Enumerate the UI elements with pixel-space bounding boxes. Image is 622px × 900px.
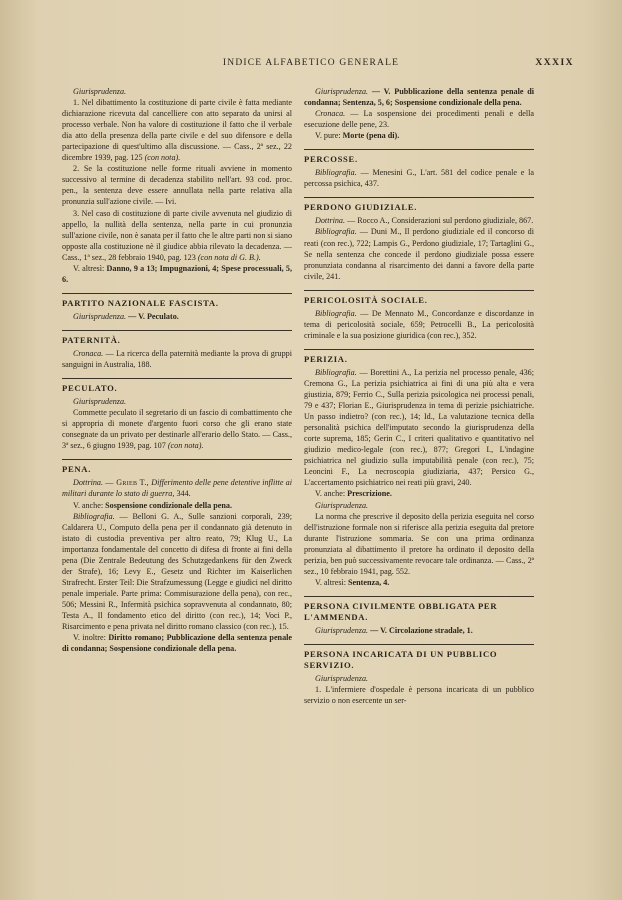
cross-ref-target: Sospensione condizionale della pena. bbox=[105, 500, 232, 510]
work-title: Differimento delle pene detentive inflitte ai militari durante lo stato di guerra, bbox=[62, 478, 293, 499]
cross-ref-target: Morte (pena di). bbox=[342, 131, 400, 141]
page-header bbox=[40, 58, 582, 74]
section-label: Giurisprudenza. bbox=[73, 397, 127, 407]
cross-ref-target: Sentenza, 4. bbox=[348, 577, 390, 587]
section-label: Bibliografia. bbox=[315, 227, 357, 237]
section-label: Giurisprudenza. bbox=[315, 500, 369, 510]
cross-reference bbox=[62, 311, 292, 322]
entry-paragraph bbox=[304, 308, 534, 341]
entry-paragraph bbox=[62, 407, 292, 451]
entry-text: — Borettini A., La perizia nel processo penale, 436; Cremona G., La perizia psichiatrica ai fini di una più alta e vera giustizia, 879; Ferrio C., Sulla perizia psicologica nei processi penali, 79 e 437; Florian E., Giurisprudenza in tema di perizie psichiatriche. Un passo indietro? (con rec.), 14; Id., La valutazione tecnica della personalità psichica dell'imputato secondo la giurisprudenza della corte suprema, 185; Gerin C., I criteri qualitativo e quantitativo nel giudizio medico-legale (con rec.), 877; Gregori I., L'indagine psichiatrica nel giudizio sulla imputabilità penale (con rec.), 75; Leoncini F., La necroscopia giudiziaria, 437; Persico G., L'accertamento psichiatrico nei reati più gravi, 240. bbox=[304, 367, 534, 488]
section-label: Bibliografia. bbox=[315, 308, 357, 318]
section-label: Giurisprudenza. bbox=[73, 87, 127, 96]
right-column bbox=[304, 86, 534, 706]
entry-paragraph: La norma che prescrive il deposito della perizia eseguita nel corso dell'istruzione formale non si riferisce alla perizia eseguita dal pretore durante l'istruzione sommaria. Se con una prima ordinanza pronunziata al dibattimento il pretore ha ordinato il deposito della perizia, ben può successivamente revocare tale ordinanza. — Cass., 2ª sez., 10 febbraio 1941, pag. 552. bbox=[304, 511, 534, 576]
cross-reference bbox=[304, 577, 534, 588]
entry-text: — Duni M., Il perdono giudiziale ed il concorso di reati (con rec.), 722; Lampis G., Perdono giudiziale, 17; Tartaglini G., Se nella sentenza che concede il perdono giudiziale possa essere pronunziata condanna al risarcimento dei danni a favore della parte civile, 241. bbox=[304, 227, 534, 281]
entry-paragraph bbox=[304, 108, 534, 130]
section-label: Giurisprudenza. bbox=[73, 311, 127, 321]
entry-text: 3. Nel caso di costituzione di parte civile avvenuta nel giudizio di appello, la nullità della sentenza, nella parte in cui pronunzia sull'azione civile, non è sanata per il fatto che le altre parti non si siano opposte alla costituzione nè il giudice abbia rilevato la decadenza. — Cass., 1ª sez., 28 febbraio 1940, pag. 123 bbox=[62, 208, 293, 262]
cross-ref-prefix: V. altresì: bbox=[73, 263, 105, 273]
cross-ref-target: Danno, 9 a 13; Impugnazioni, 4; Spese processuali, 5, 6. bbox=[62, 263, 293, 284]
author: — Grieb T., bbox=[105, 478, 150, 488]
page-number: XXXIX bbox=[535, 58, 574, 68]
entry-text: — Rocco A., Considerazioni sul perdono giudiziale, 867. bbox=[347, 216, 534, 226]
cross-reference bbox=[304, 130, 534, 141]
entry-paragraph bbox=[62, 208, 292, 263]
entry-paragraph bbox=[304, 167, 534, 189]
cross-ref-target: — V. Pubblicazione della sentenza penale di condanna; Sentenza, 5, 6; Sospensione condizionale della pena. bbox=[304, 87, 535, 108]
section-label: Giurisprudenza. bbox=[315, 674, 369, 684]
left-column bbox=[62, 86, 292, 654]
entry-paragraph bbox=[304, 215, 534, 226]
entry-paragraph bbox=[62, 348, 292, 370]
entry-paragraph: 1. L'infermiere d'ospedale è persona incaricata di un pubblico servizio o non esercente un ser- bbox=[304, 685, 534, 706]
entry-text: — La ricerca della paternità mediante la prova di gruppi sanguigni in Australia, 188. bbox=[62, 348, 292, 370]
section-label: Bibliografia. bbox=[315, 168, 357, 178]
cross-ref-prefix: V. pure: bbox=[315, 131, 341, 141]
cross-ref-prefix: V. altresì: bbox=[315, 577, 346, 587]
entry-paragraph bbox=[62, 511, 292, 633]
entry-text: Commette peculato il segretario di un fascio di combattimento che si appropria di monete d'argento fuori corso che gli erano state consegnate da un privato per destinarle all'erario dello Stato. — Cass., 3ª sez., 6 giugno 1939, pag. 107 bbox=[62, 408, 292, 451]
section-label: Cronaca. bbox=[315, 109, 346, 119]
entry-note: (con nota). bbox=[167, 441, 204, 451]
section-label: Giurisprudenza. bbox=[315, 87, 369, 96]
entry-heading: PECULATO. bbox=[62, 378, 292, 394]
cross-ref-target: — V. Circolazione stradale, 1. bbox=[370, 625, 473, 635]
cross-ref-prefix: V. anche: bbox=[315, 489, 346, 499]
cross-ref-prefix: V. anche: bbox=[73, 500, 104, 510]
entry-text: — La sospensione dei procedimenti penali e della esecuzione delle pene, 23. bbox=[304, 109, 534, 130]
entry-heading: PERSONA INCARICATA DI UN PUBBLICO SERVIZIO. bbox=[304, 644, 534, 671]
section-label: Giurisprudenza. bbox=[315, 625, 369, 635]
cross-reference bbox=[304, 86, 534, 108]
section-label: Cronaca. bbox=[73, 348, 104, 358]
cross-reference bbox=[62, 632, 292, 654]
entry-note: (con nota di G. B.). bbox=[197, 252, 261, 262]
entry-note: (con nota). bbox=[144, 153, 181, 163]
entry-heading: PATERNITÀ. bbox=[62, 330, 292, 346]
entry-heading: PARTITO NAZIONALE FASCISTA. bbox=[62, 293, 292, 309]
entry-text: — Belloni G. A., Sulle sanzioni corporali, 239; Caldarera U., Computo della pena per il condannato già detenuto in istato di custodia preventiva per altro reato, 79; Klug U., La importanza fondamentale del concetto di difesa di fronte ai fini della pena (Die Zentrale Bedeutung des Schutzgedankens für den Zweck der Strafe), 16; Levy E., Gesetz und Richter im Kaiserlichen Strafrecht. Erster Teil: Die Strafzumessung (Legge e giudici nel diritto penale imperiale. Parte prima: Commisurazione della pena), con rec., 506; Messini R., Infermità psichica sopravvenuta al condannato, 80; Testa A., Il fondamento etico del diritto (con rec.), 14; Voci P., Risarcimento e pena privata nel diritto romano classico (con rec.), 15. bbox=[62, 511, 292, 632]
cross-ref-prefix: V. inoltre: bbox=[73, 633, 106, 643]
cross-reference bbox=[62, 500, 292, 511]
section-label: Dottrina. bbox=[315, 216, 346, 226]
entry-heading: PERICOLOSITÀ SOCIALE. bbox=[304, 290, 534, 306]
running-title: INDICE ALFABETICO GENERALE bbox=[222, 58, 400, 68]
entry-paragraph bbox=[62, 97, 292, 163]
entry-heading: PERCOSSE. bbox=[304, 149, 534, 165]
entry-paragraph bbox=[304, 226, 534, 281]
cross-reference bbox=[304, 625, 534, 636]
cross-ref-target: Prescrizione. bbox=[347, 489, 392, 499]
section-label: Bibliografia. bbox=[315, 367, 357, 377]
cross-ref-target: Diritto romano; Pubblicazione della sentenza penale di condanna; Sospensione condizionale della pena. bbox=[62, 633, 292, 654]
entry-text: — Menesini G., L'art. 581 del codice penale e la percossa psichica, 437. bbox=[304, 168, 534, 189]
entry-paragraph bbox=[304, 367, 534, 489]
cross-ref-target: — V. Peculato. bbox=[128, 311, 179, 321]
section-label: Dottrina. bbox=[73, 478, 104, 488]
entry-heading: PERIZIA. bbox=[304, 349, 534, 365]
cross-reference bbox=[62, 263, 292, 285]
entry-heading: PENA. bbox=[62, 459, 292, 475]
entry-paragraph: 2. Se la costituzione nelle forme rituali avviene in momento successivo al termine di decadenza stabilito nell'art. 93 cod. proc. pen., la sentenza deve essere annullata nella parte relativa alla pronunzia sull'azione civile. — Ivi. bbox=[62, 164, 292, 207]
entry-text: 1. Nel dibattimento la costituzione di parte civile è fatta mediante dichiarazione ricevuta dal cancelliere con atto separato da unirsi al processo verbale. Non ha valore di costituzione il fatto che il verbale dia atto della presenza della parte civile e del suo difensore e della partecipazione di quest'ultimo alla discussione. — Cass., 2ª sez., 22 dicembre 1939, pag. 125 bbox=[62, 98, 292, 163]
entry-text: — De Mennato M., Concordanze e discordanze in tema di pericolosità sociale, 659; Petrocelli B., La pericolosità criminale e la sua posizione giuridica (con rec.), 352. bbox=[304, 308, 534, 340]
entry-heading: PERSONA CIVILMENTE OBBLIGATA PER L'AMMENDA. bbox=[304, 596, 534, 623]
entry-paragraph bbox=[62, 477, 292, 499]
section-label: Bibliografia. bbox=[73, 511, 115, 521]
cross-reference bbox=[304, 488, 534, 499]
page-ref: 344. bbox=[176, 489, 191, 499]
entry-heading: PERDONO GIUDIZIALE. bbox=[304, 197, 534, 213]
